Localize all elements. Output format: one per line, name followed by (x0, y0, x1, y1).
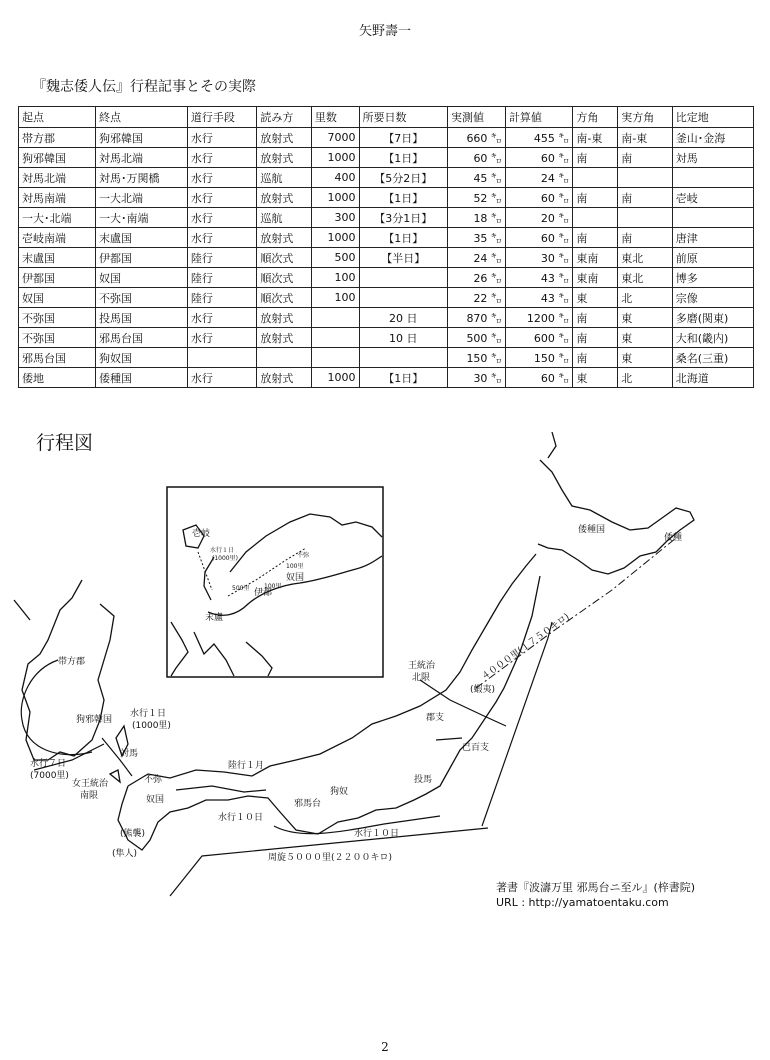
cell-direction: 南 (573, 228, 618, 248)
cell-calculated: 30 ㌔ (505, 248, 572, 268)
cell-calculated: 43 ㌔ (505, 288, 572, 308)
label-nakoku: 奴国 (146, 795, 165, 805)
cell-measured: 22 ㌔ (448, 288, 506, 308)
cell-calculated: 60 ㌔ (505, 188, 572, 208)
col-header-actual-direction: 実方角 (618, 107, 672, 128)
cell-end: 対馬･万関橋 (95, 168, 187, 188)
cell-end: 狗奴国 (95, 348, 187, 368)
cell-calculated: 1200 ㌔ (505, 308, 572, 328)
label-joou-nangen: 南限 (80, 791, 99, 801)
cell-end: 一大北端 (95, 188, 187, 208)
cell-calculated: 150 ㌔ (505, 348, 572, 368)
cell-actual-direction: 北 (618, 368, 672, 388)
cell-reading: 放射式 (257, 328, 311, 348)
cell-measured: 45 ㌔ (448, 168, 506, 188)
label-suiko10a: 水行１０日 (218, 813, 264, 823)
cell-calculated: 60 ㌔ (505, 148, 572, 168)
cell-means: 水行 (187, 208, 256, 228)
cell-end: 一大･南端 (95, 208, 187, 228)
label-suiko7-ri: (7000里) (30, 771, 69, 781)
cell-start: 邪馬台国 (19, 348, 96, 368)
cell-days: 10 日 (359, 328, 448, 348)
cell-ri: 300 (311, 208, 359, 228)
col-header-direction: 方角 (573, 107, 618, 128)
cell-reading: 巡航 (257, 208, 311, 228)
cell-measured: 870 ㌔ (448, 308, 506, 328)
cell-measured: 30 ㌔ (448, 368, 506, 388)
cell-direction: 南 (573, 328, 618, 348)
cell-actual-direction: 南 (618, 188, 672, 208)
cell-reading: 巡航 (257, 168, 311, 188)
cell-calculated: 43 ㌔ (505, 268, 572, 288)
cell-direction: 東南 (573, 268, 618, 288)
cell-end: 投馬国 (95, 308, 187, 328)
cell-site: 博多 (672, 268, 753, 288)
cell-actual-direction: 南-東 (618, 128, 672, 148)
author-name: 矢野壽一 (358, 24, 411, 39)
label-ouki-hokugen: 北限 (412, 673, 431, 683)
cell-end: 奴国 (95, 268, 187, 288)
col-header-end: 終点 (95, 107, 187, 128)
label-yamatai: 邪馬台 (294, 799, 322, 809)
label-koreshi: 已百支 (462, 743, 490, 753)
cell-ri: 1000 (311, 148, 359, 168)
inset-fumi-label: 不弥 (297, 552, 310, 559)
cell-end: 倭種国 (95, 368, 187, 388)
label-ouki: 王統治 (408, 661, 436, 671)
cell-measured: 52 ㌔ (448, 188, 506, 208)
cell-ri: 100 (311, 288, 359, 308)
cell-direction: 南-東 (573, 128, 618, 148)
label-toma: 投馬 (414, 775, 433, 785)
cell-start: 末盧国 (19, 248, 96, 268)
col-header-calculated: 計算値 (505, 107, 572, 128)
coastlines (14, 432, 694, 850)
cell-site: 宗像 (672, 288, 753, 308)
table-title: 『魏志倭人伝』行程記事とその実際 (32, 79, 256, 95)
cell-actual-direction: 東北 (618, 248, 672, 268)
cell-start: 不弥国 (19, 308, 96, 328)
cell-end: 対馬北端 (95, 148, 187, 168)
label-tsushima: 対馬 (120, 749, 139, 759)
label-fumi: 不弥 (144, 775, 163, 785)
cell-site: 唐津 (672, 228, 753, 248)
label-ezo: (蝦夷) (470, 685, 496, 695)
label-joou-toji: 女王統治 (72, 779, 109, 789)
cell-ri: 100 (311, 268, 359, 288)
cell-means: 陸行 (187, 268, 256, 288)
cell-end: 末盧国 (95, 228, 187, 248)
cell-measured: 35 ㌔ (448, 228, 506, 248)
cell-end: 狗邪韓国 (95, 128, 187, 148)
cell-reading: 順次式 (257, 288, 311, 308)
credit-url[interactable]: URL : http://yamatoentaku.com (496, 896, 669, 909)
cell-reading: 順次式 (257, 268, 311, 288)
cell-measured: 500 ㌔ (448, 328, 506, 348)
inset-matsuro-label: 末盧 (205, 613, 224, 623)
cell-start: 一大･北端 (19, 208, 96, 228)
label-kumaso: (熊襲) (120, 829, 146, 839)
cell-site: 壱岐 (672, 188, 753, 208)
cell-means: 水行 (187, 188, 256, 208)
cell-direction: 南 (573, 148, 618, 168)
cell-means: 陸行 (187, 288, 256, 308)
label-suiko10b: 水行１０日 (354, 829, 400, 839)
cell-means: 水行 (187, 228, 256, 248)
cell-ri: 7000 (311, 128, 359, 148)
cell-reading: 放射式 (257, 128, 311, 148)
cell-actual-direction: 東 (618, 308, 672, 328)
cell-days: 【5分2日】 (359, 168, 448, 188)
cell-means: 水行 (187, 168, 256, 188)
cell-calculated: 60 ㌔ (505, 368, 572, 388)
credit-book: 著書『波濤万里 邪馬台ニ至ル』(梓書院) (496, 881, 696, 894)
cell-days: 【半日】 (359, 248, 448, 268)
cell-start: 対馬北端 (19, 168, 96, 188)
cell-reading: 放射式 (257, 228, 311, 248)
cell-start: 奴国 (19, 288, 96, 308)
cell-direction: 南 (573, 308, 618, 328)
col-header-site: 比定地 (672, 107, 753, 128)
cell-start: 伊都国 (19, 268, 96, 288)
cell-days: 【3分1日】 (359, 208, 448, 228)
cell-ri: 1000 (311, 188, 359, 208)
cell-calculated: 455 ㌔ (505, 128, 572, 148)
cell-means: 水行 (187, 328, 256, 348)
cell-means: 水行 (187, 128, 256, 148)
cell-site: 対馬 (672, 148, 753, 168)
col-header-days: 所要日数 (359, 107, 448, 128)
credit-block (496, 880, 695, 910)
cell-actual-direction: 東北 (618, 268, 672, 288)
cell-measured: 26 ㌔ (448, 268, 506, 288)
inset-ito-label: 伊都 (254, 588, 273, 598)
inset-ri-100a: 100里 (286, 563, 304, 570)
cell-site: 大和(畿内) (672, 328, 753, 348)
cell-start: 不弥国 (19, 328, 96, 348)
cell-direction: 南 (573, 348, 618, 368)
label-kunu: 狗奴 (330, 787, 349, 797)
cell-calculated: 60 ㌔ (505, 228, 572, 248)
cell-days: 【1日】 (359, 228, 448, 248)
cell-end: 邪馬台国 (95, 328, 187, 348)
col-header-ri: 里数 (311, 107, 359, 128)
cell-site: 桑名(三重) (672, 348, 753, 368)
cell-direction: 東 (573, 368, 618, 388)
cell-days: 【1日】 (359, 368, 448, 388)
inset-ri-500: 500里 (232, 585, 250, 592)
inset-suiko-label: 水行１日 (210, 547, 235, 554)
cell-ri: 500 (311, 248, 359, 268)
col-header-means: 道行手段 (187, 107, 256, 128)
cell-measured: 24 ㌔ (448, 248, 506, 268)
cell-means: 水行 (187, 308, 256, 328)
cell-reading: 放射式 (257, 188, 311, 208)
label-suiko1-ri: (1000里) (132, 721, 171, 731)
map-title: 行程図 (36, 432, 94, 454)
cell-site: 多磨(関東) (672, 308, 753, 328)
label-washukoku: 倭種国 (578, 525, 606, 535)
label-suiko1: 水行１日 (130, 709, 167, 719)
cell-measured: 150 ㌔ (448, 348, 506, 368)
cell-calculated: 20 ㌔ (505, 208, 572, 228)
cell-end: 不弥国 (95, 288, 187, 308)
cell-measured: 18 ㌔ (448, 208, 506, 228)
cell-means: 水行 (187, 368, 256, 388)
cell-ri: 1000 (311, 368, 359, 388)
cell-ri: 1000 (311, 228, 359, 248)
cell-direction: 東南 (573, 248, 618, 268)
cell-start: 倭地 (19, 368, 96, 388)
cell-means: 陸行 (187, 248, 256, 268)
cell-means: 水行 (187, 148, 256, 168)
cell-end: 伊都国 (95, 248, 187, 268)
cell-actual-direction: 南 (618, 148, 672, 168)
cell-actual-direction: 東 (618, 348, 672, 368)
cell-ri: 400 (311, 168, 359, 188)
cell-reading: 放射式 (257, 308, 311, 328)
cell-site: 北海道 (672, 368, 753, 388)
cell-site: 前原 (672, 248, 753, 268)
inset-suiko-ri: (1000里) (212, 555, 238, 562)
cell-start: 壱岐南端 (19, 228, 96, 248)
cell-reading: 放射式 (257, 368, 311, 388)
inset-iki-label: 壱岐 (192, 529, 211, 539)
label-taihogun: 帯方郡 (58, 657, 86, 667)
col-header-start: 起点 (19, 107, 96, 128)
cell-actual-direction: 東 (618, 328, 672, 348)
cell-start: 帯方郡 (19, 128, 96, 148)
label-4000ri: ４０００里(１７５０キロ) (479, 612, 572, 683)
cell-reading: 放射式 (257, 148, 311, 168)
cell-calculated: 24 ㌔ (505, 168, 572, 188)
cell-actual-direction: 北 (618, 288, 672, 308)
col-header-reading: 読み方 (257, 107, 311, 128)
cell-days: 20 日 (359, 308, 448, 328)
cell-actual-direction: 南 (618, 228, 672, 248)
page-number: 2 (381, 1040, 389, 1054)
label-suiko7: 水行７日 (30, 759, 67, 769)
cell-start: 対馬南端 (19, 188, 96, 208)
label-shusen: 周旋５０００里(２２００キロ) (268, 853, 393, 863)
inset-ri-100b: 100里 (264, 583, 282, 590)
cell-reading: 順次式 (257, 248, 311, 268)
label-rikko: 陸行１月 (228, 761, 265, 771)
cell-site: 釜山･金海 (672, 128, 753, 148)
label-kuyakan: 狗邪韓国 (76, 715, 113, 725)
cell-measured: 660 ㌔ (448, 128, 506, 148)
cell-direction: 南 (573, 188, 618, 208)
cell-days: 【1日】 (359, 148, 448, 168)
label-guntsu: 郡支 (426, 713, 445, 723)
cell-measured: 60 ㌔ (448, 148, 506, 168)
cell-calculated: 600 ㌔ (505, 328, 572, 348)
col-header-measured: 実測値 (448, 107, 506, 128)
cell-days: 【7日】 (359, 128, 448, 148)
inset-frame (167, 487, 383, 677)
label-hayato: (隼人) (112, 849, 138, 859)
cell-direction: 東 (573, 288, 618, 308)
inset-nakoku-label: 奴国 (286, 573, 305, 583)
cell-start: 狗邪韓国 (19, 148, 96, 168)
cell-days: 【1日】 (359, 188, 448, 208)
label-washu: 倭種 (664, 533, 683, 543)
